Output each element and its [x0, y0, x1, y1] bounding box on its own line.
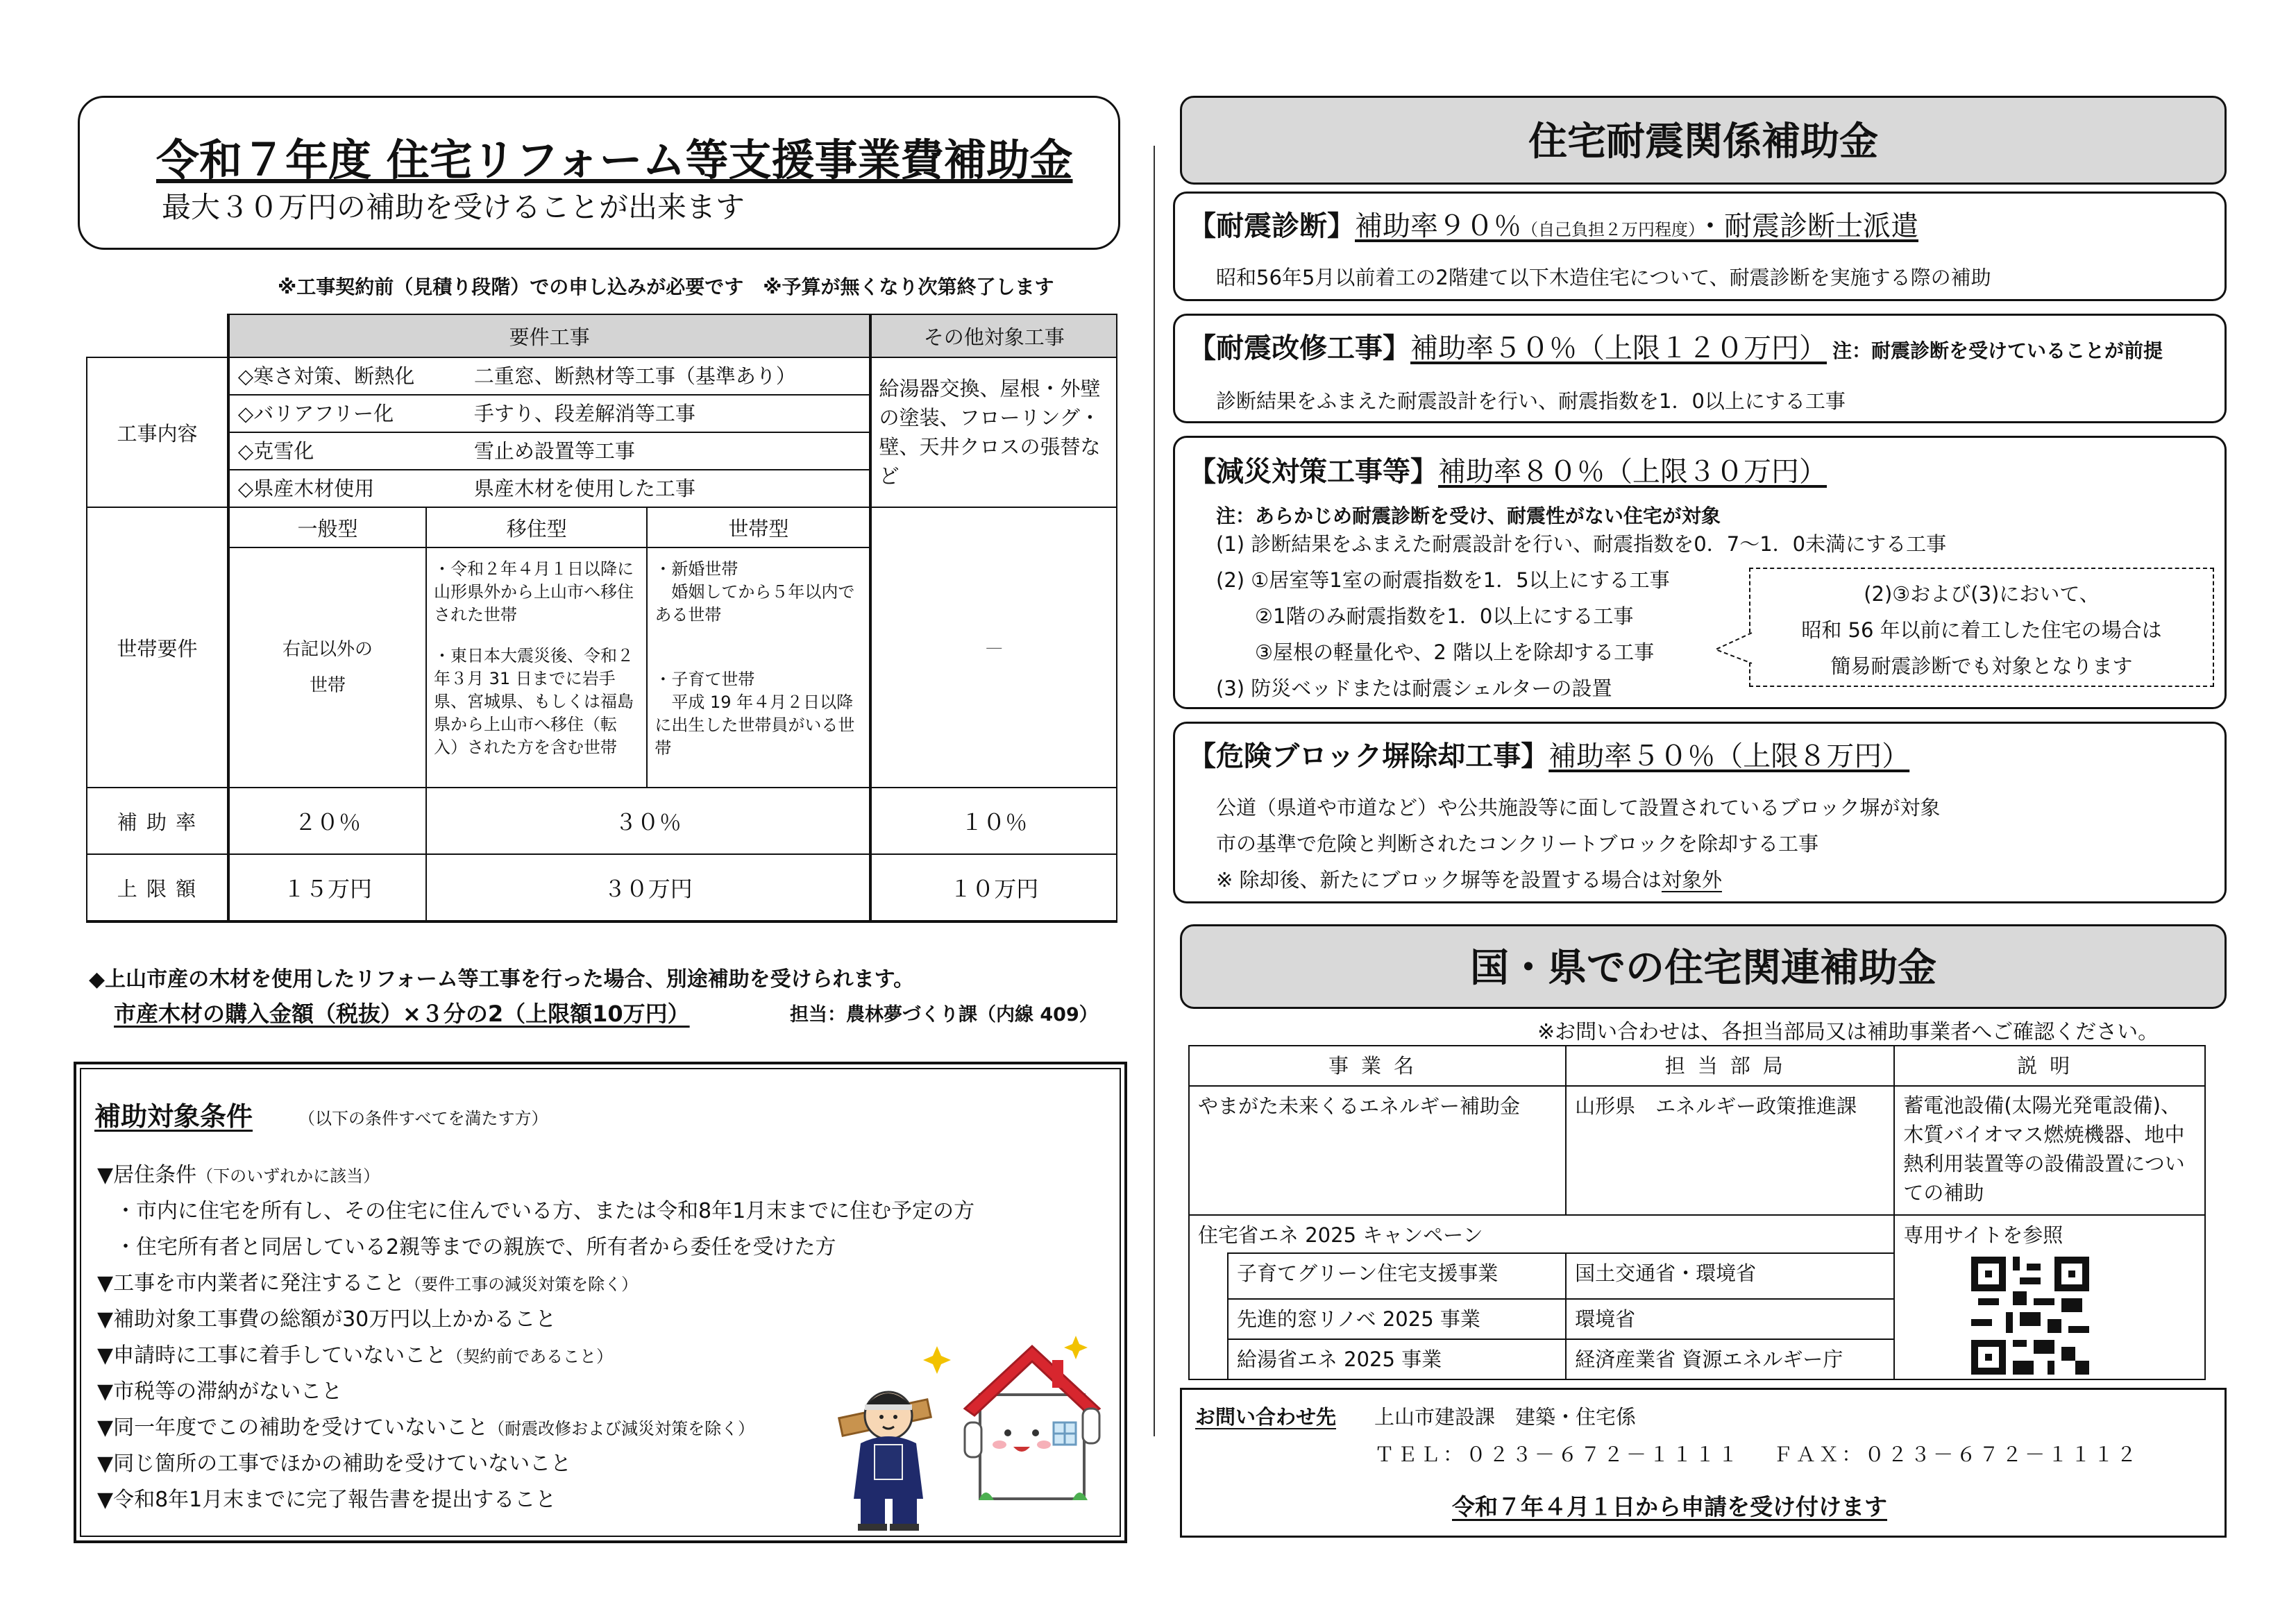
- household-req-1: ・新婚世帯 婚姻してから５年以内である世帯: [655, 559, 855, 624]
- item-work: 雪止め設置等工事: [466, 433, 870, 470]
- diagnosis-extra: ・耐震診断士派遣: [1696, 210, 1918, 242]
- wood-subsidy-contact: 担当：農林夢づくり課（内線 409）: [790, 1004, 1098, 1026]
- conditions-title-note: （以下の条件すべてを満たす方）: [298, 1109, 548, 1128]
- retrofit-label: 【耐震改修工事】: [1188, 332, 1410, 364]
- limit-general: １５万円: [228, 854, 426, 921]
- item-work: 手すり、段差解消等工事: [466, 396, 870, 433]
- row-label-work: 工事内容: [87, 357, 228, 507]
- block-wall-title: [1188, 734, 1909, 774]
- callout-line-2: 昭和 56 年以前に着工した住宅の場合は: [1801, 618, 2162, 642]
- condition-once-per-year: [97, 1410, 754, 1441]
- table-corner: [87, 314, 228, 357]
- migration-household-req: [426, 547, 647, 788]
- item-name: ◇バリアフリー化: [230, 396, 466, 433]
- item-work: 二重窓、断熱材等工事（基準あり）: [466, 358, 870, 396]
- disaster-line-3: ②1階のみ耐震指数を1．0以上にする工事: [1255, 604, 1634, 628]
- national-subsidy-header: 国・県での住宅関連補助金: [1180, 924, 2227, 1009]
- block-wall-line-3-text: ※ 除却後、新たにブロック塀等を設置する場合は: [1216, 868, 1662, 892]
- head-description: 説明: [1894, 1046, 2205, 1086]
- application-start-date: 令和７年４月１日から申請を受け付けます: [1452, 1493, 1887, 1520]
- item-name: ◇県産木材使用: [237, 477, 375, 500]
- type-general: 一般型: [228, 507, 426, 547]
- diagnosis-desc: 昭和56年5月以前着工の2階建て以下木造住宅について、耐震診断を実施する際の補助: [1216, 266, 1991, 289]
- work-items-grid: [230, 358, 870, 507]
- condition-text: ▼工事を市内業者に発注すること: [97, 1271, 405, 1295]
- disaster-rate: 補助率８０％（上限３０万円）: [1438, 456, 1827, 488]
- block-wall-line-3: [1216, 865, 1722, 893]
- diagnosis-rate-note: （自己負担２万円程度）: [1521, 220, 1696, 239]
- condition-text: ▼居住条件: [97, 1163, 197, 1187]
- condition-note: （要件工事の減災対策を除く）: [405, 1275, 639, 1294]
- wood-subsidy-note: ◆上山市産の木材を使用したリフォーム等工事を行った場合、別途補助を受けられます。: [89, 967, 915, 992]
- simple-diagnosis-callout: [1749, 568, 2214, 687]
- retrofit-title: [1188, 326, 2163, 366]
- disaster-title: [1188, 450, 1827, 489]
- condition-local-contractor: [97, 1266, 638, 1296]
- disaster-line-5: (3) 防災ベッドまたは耐震シェルターの設置: [1216, 677, 1612, 700]
- desc-energy-campaign-text: 専用サイトを参照: [1903, 1223, 2063, 1247]
- diagnosis-label: 【耐震診断】: [1188, 210, 1355, 242]
- head-program-name: 事業名: [1189, 1046, 1566, 1086]
- head-required-work: 要件工事: [228, 314, 871, 357]
- contact-phone-fax: ＴＥＬ：０２３－６７２－１１１１ ＦＡＸ：０２３－６７２－１１１２: [1374, 1443, 2140, 1466]
- callout-line-3: 簡易耐震診断でも対象となります: [1830, 654, 2133, 678]
- block-wall-label: 【危険ブロック塀除却工事】: [1188, 740, 1549, 772]
- other-work-text: 給湯器交換、屋根・外壁の塗装、フローリング・壁、天井クロスの張替など: [870, 357, 1117, 507]
- dept-kosodate-green: 国土交通省・環境省: [1566, 1253, 1894, 1299]
- general-household-req: 右記以外の 世帯: [228, 547, 426, 788]
- disaster-line-4: ③屋根の軽量化や、2 階以上を除却する工事: [1255, 640, 1655, 664]
- retrofit-rate: 補助率５０％（上限１２０万円）: [1410, 332, 1827, 364]
- desc-yamagata-energy: 蓄電池設備(太陽光発電設備)、木質バイオマス燃焼機器、地中熱利用装置等の設備設置についての補助: [1894, 1086, 2205, 1215]
- dept-yamagata-energy: 山形県 エネルギー政策推進課: [1566, 1086, 1894, 1215]
- carpenter-house-illustration: [833, 1318, 1111, 1533]
- condition-residence-a: ・市内に住宅を所有し、その住宅に住んでいる方、または令和8年1月末までに住む予定の方: [115, 1199, 975, 1223]
- condition-no-other-subsidy: ▼同じ箇所の工事でほかの補助を受けていないこと: [97, 1452, 572, 1476]
- condition-residence: [97, 1157, 380, 1188]
- desc-energy-campaign: [1894, 1215, 2205, 1379]
- national-subsidy-table: [1188, 1045, 2206, 1380]
- head-department: 担当部局: [1566, 1046, 1894, 1086]
- condition-note: （契約前であること）: [446, 1347, 614, 1366]
- condition-text: ▼申請時に工事に着手していないこと: [97, 1343, 447, 1368]
- disaster-line-1: (1) 診断結果をふまえた耐震設計を行い、耐震指数を0．7～1．0未満にする工事: [1216, 532, 1947, 556]
- diagnosis-rate-text: 補助率９０％: [1355, 210, 1521, 242]
- block-wall-excluded: 対象外: [1661, 868, 1722, 892]
- program-water-heater: 給湯省エネ 2025 事業: [1228, 1339, 1566, 1379]
- callout-pointer: [1714, 631, 1753, 666]
- wood-subsidy-formula: 市産木材の購入金額（税抜）×３分の2（上限額10万円）: [114, 1001, 690, 1027]
- condition-report-deadline: ▼令和8年1月末までに完了報告書を提出すること: [97, 1488, 557, 1512]
- program-kosodate-green: 子育てグリーン住宅支援事業: [1228, 1253, 1566, 1299]
- item-work: 県産木材を使用した工事: [473, 477, 695, 500]
- type-migration: 移住型: [426, 507, 647, 547]
- reform-subsidy-table: [86, 314, 1117, 923]
- other-household-req: －: [870, 507, 1117, 788]
- column-divider: [1154, 146, 1155, 1436]
- program-yamagata-energy: やまがた未来くるエネルギー補助金: [1189, 1086, 1566, 1215]
- row-label-rate: 補 助 率: [87, 788, 228, 854]
- migration-req-2: ・東日本大震災後、令和２年３月 31 日までに岩手県、宮城県、もしくは福島県から上山市へ移住（転入）された方を含む世帯: [434, 646, 634, 757]
- limit-other: １０万円: [870, 854, 1117, 921]
- household-type-req: [647, 547, 870, 788]
- limit-special: ３０万円: [426, 854, 870, 921]
- title-box: [78, 96, 1120, 250]
- item-name: ◇克雪化: [230, 433, 466, 470]
- dept-window-renovation: 環境省: [1566, 1299, 1894, 1339]
- item-name: ◇寒さ対策、断熱化: [230, 358, 466, 396]
- condition-not-started: [97, 1338, 613, 1368]
- condition-no-tax-arrears: ▼市税等の滞納がないこと: [97, 1379, 343, 1404]
- contact-office: 上山市建設課 建築・住宅係: [1374, 1405, 1637, 1429]
- retrofit-desc: 診断結果をふまえた耐震設計を行い、耐震指数を1．0以上にする工事: [1216, 389, 1846, 413]
- page-title: 令和７年度 住宅リフォーム等支援事業費補助金: [156, 135, 1073, 185]
- condition-note: （耐震改修および減災対策を除く）: [488, 1419, 755, 1438]
- block-wall-line-1: 公道（県道や市道など）や公共施設等に面して設置されているブロック塀が対象: [1216, 796, 1941, 819]
- dept-water-heater: 経済産業省 資源エネルギー庁: [1566, 1339, 1894, 1379]
- rate-special: ３０％: [426, 788, 870, 854]
- condition-note: （下のいずれかに該当）: [196, 1166, 380, 1186]
- contact-label: お問い合わせ先: [1195, 1405, 1337, 1429]
- work-items-cell: [228, 357, 871, 507]
- callout-line-1: (2)③および(3)において、: [1864, 582, 2100, 606]
- block-wall-rate: 補助率５０％（上限８万円）: [1548, 740, 1910, 772]
- migration-req-1: ・令和２年４月１日以降に山形県外から上山市へ移住された世帯: [434, 559, 634, 624]
- program-energy-campaign: 住宅省エネ 2025 キャンペーン: [1189, 1215, 1894, 1253]
- rate-general: ２０％: [228, 788, 426, 854]
- disaster-line-2: (2) ①居室等1室の耐震指数を1．5以上にする工事: [1216, 568, 1670, 592]
- type-household: 世帯型: [647, 507, 870, 547]
- conditions-title: 補助対象条件: [94, 1101, 253, 1132]
- disaster-label: 【減災対策工事等】: [1188, 456, 1438, 488]
- national-inquiry-note: ※お問い合わせは、各担当部局又は補助事業者へご確認ください。: [1537, 1020, 2159, 1044]
- block-wall-line-2: 市の基準で危険と判断されたコンクリートブロックを除却する工事: [1216, 832, 1818, 856]
- retrofit-note: 注：耐震診断を受けていることが前提: [1832, 339, 2163, 362]
- page-subtitle: 最大３０万円の補助を受けることが出来ます: [162, 190, 745, 224]
- diagnosis-title: [1188, 204, 1918, 244]
- rate-other: １０％: [870, 788, 1117, 854]
- program-window-renovation: 先進的窓リノベ 2025 事業: [1228, 1299, 1566, 1339]
- row-label-limit: 上 限 額: [87, 854, 228, 921]
- condition-text: ▼同一年度でこの補助を受けていないこと: [97, 1416, 489, 1440]
- campaign-indent: [1189, 1253, 1228, 1379]
- qr-code-icon[interactable]: [1971, 1257, 2089, 1375]
- seismic-subsidy-header: 住宅耐震関係補助金: [1180, 96, 2227, 185]
- diagnosis-rate: [1355, 210, 1918, 242]
- household-req-2: ・子育て世帯 平成 19 年４月２日以降に出生した世帯員がいる世帯: [655, 670, 855, 758]
- condition-residence-b: ・住宅所有者と同居している2親等までの親族で、所有者から委任を受けた方: [115, 1235, 836, 1259]
- condition-min-cost: ▼補助対象工事費の総額が30万円以上かかること: [97, 1307, 557, 1332]
- disaster-note: 注：あらかじめ耐震診断を受け、耐震性がない住宅が対象: [1216, 504, 1721, 527]
- application-notice: ※工事契約前（見積り段階）での申し込みが必要です ※予算が無くなり次第終了します: [278, 275, 1054, 298]
- head-other-work: その他対象工事: [870, 314, 1117, 357]
- row-label-household: 世帯要件: [87, 507, 228, 788]
